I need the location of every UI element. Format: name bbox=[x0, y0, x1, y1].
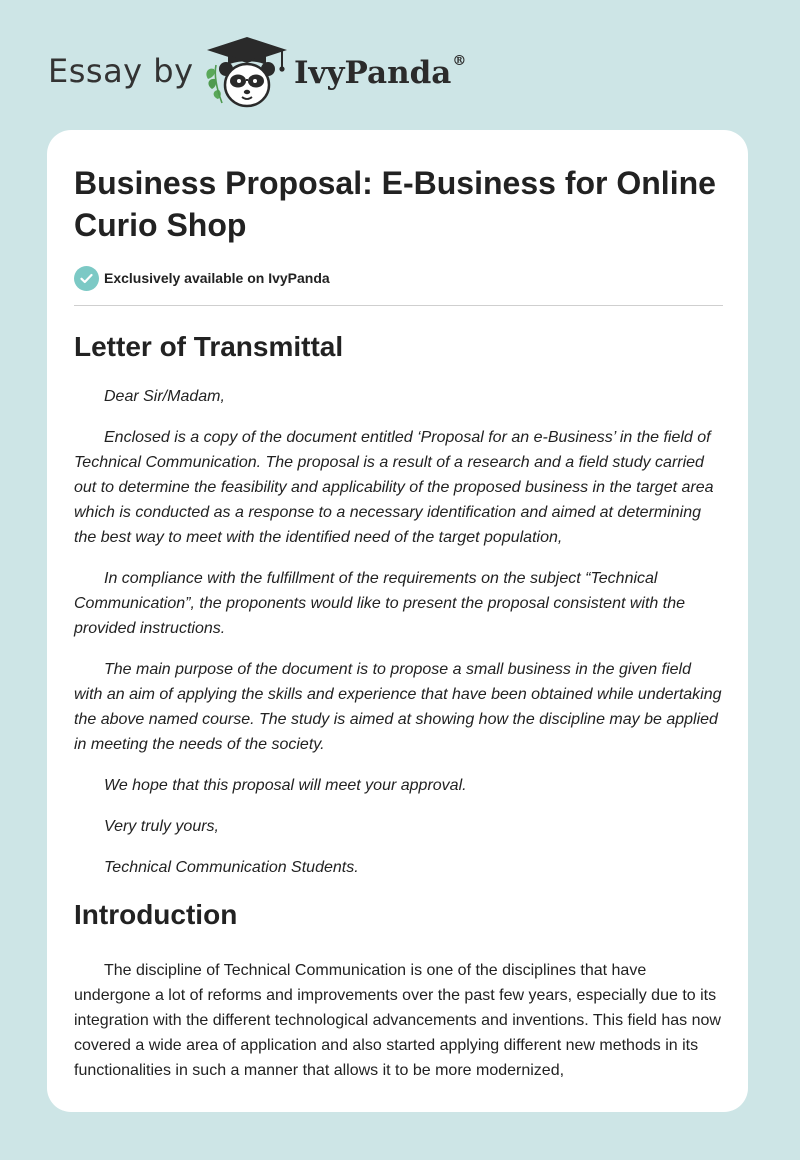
divider bbox=[74, 305, 723, 306]
paragraph: The discipline of Technical Communication is one of the disciplines that have undergone a lot of reforms and improvements over the past few years, especially due to its integration with the different technological advancements and inventions. This field has now covered a wide area of application and also started applying different new methods in its functionalities in such a manner that allows it to be more modernized, bbox=[74, 962, 721, 1079]
essay-title: Business Proposal: E-Business for Online Curio Shop bbox=[74, 165, 716, 243]
essay-card bbox=[47, 130, 748, 1112]
exclusive-label: Exclusively available on IvyPanda bbox=[104, 270, 330, 286]
paragraph: Technical Communication Students. bbox=[104, 859, 359, 876]
paragraph: Dear Sir/Madam, bbox=[104, 388, 225, 405]
section-heading-letter-of-transmittal: Letter of Transmittal bbox=[74, 331, 344, 362]
paragraph: The main purpose of the document is to propose a small business in the given field with an aim of applying the skills and experience that have been obtained while undertaking the above named course. The study is aimed at showing how the discipline may be applied in meeting the needs of the society. bbox=[74, 661, 722, 753]
registered-mark: ® bbox=[452, 53, 467, 69]
brand-name[interactable]: IvyPanda® bbox=[294, 53, 467, 91]
paragraph: We hope that this proposal will meet your approval. bbox=[104, 777, 467, 794]
section-heading-introduction: Introduction bbox=[74, 899, 238, 930]
paragraph: Very truly yours, bbox=[104, 818, 219, 835]
essay-content bbox=[74, 162, 723, 1083]
paragraph: In compliance with the fulfillment of the requirements on the subject “Technical Communication”, the proponents would like to present the proposal consistent with the provided instructions. bbox=[74, 570, 686, 637]
check-icon bbox=[74, 266, 99, 291]
introduction-body bbox=[74, 958, 723, 1083]
essay-by-label: Essay by bbox=[48, 52, 194, 90]
exclusive-badge bbox=[74, 265, 723, 291]
site-header bbox=[48, 32, 748, 112]
paragraph: Enclosed is a copy of the document entitled ‘Proposal for an e-Business’ in the field of Technical Communication. The proposal is a result of a research and a field study carried out to determine the feasibility and applicability of the proposed business in the target area which is conducted as a response to a necessary identification and aimed at determining the best way to meet with the identified need of the target population, bbox=[74, 429, 714, 546]
panda-logo-icon[interactable] bbox=[202, 35, 292, 111]
letter-body bbox=[74, 384, 723, 880]
